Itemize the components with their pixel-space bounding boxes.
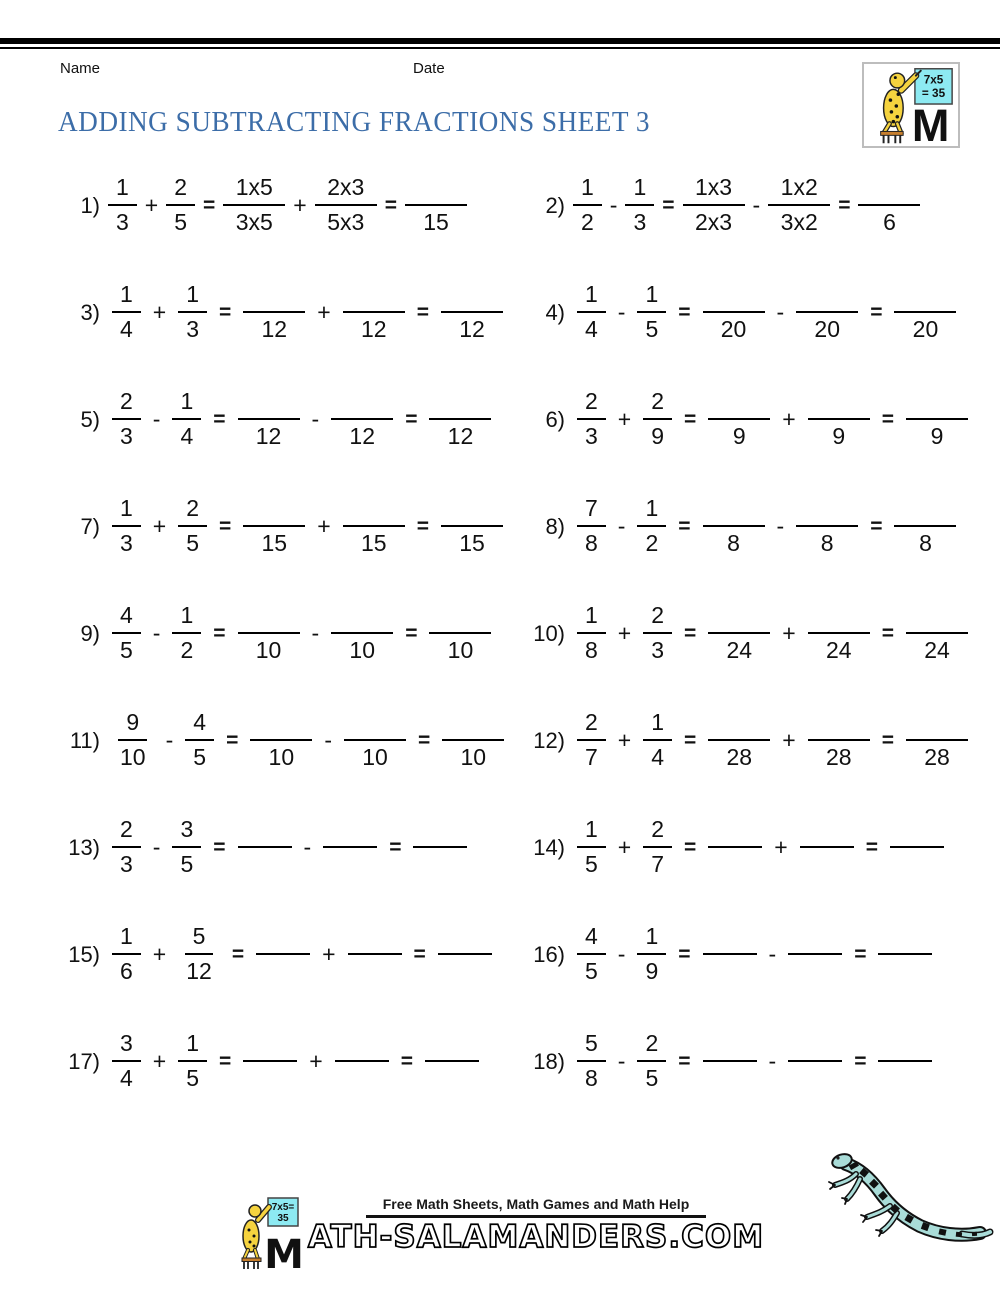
operator: - <box>776 513 785 539</box>
work-slot-1: 20 <box>703 279 765 347</box>
work-slot-2: $\frac{1x2}{3x2}$ <box>768 172 830 240</box>
name-label: Name <box>60 60 101 77</box>
operator: - <box>776 299 785 325</box>
operator: + <box>782 727 796 753</box>
problem-3 <box>60 279 525 347</box>
work-slot-1: $\frac{1x5}{3x5}$ <box>223 172 285 240</box>
work-slot-1 <box>243 1028 297 1096</box>
operator: - <box>311 620 320 646</box>
footer-board-text-top: 7x5= <box>271 1202 295 1213</box>
fraction-2: $\frac{1}{2}$ <box>637 493 666 561</box>
fraction-1: $\frac{5}{8}$ <box>577 1028 606 1096</box>
answer-slot <box>425 1028 479 1096</box>
problem-16 <box>525 921 970 989</box>
date-label: Date <box>413 60 445 77</box>
fraction-2: $\frac{4}{5}$ <box>185 707 214 775</box>
problem-number: 10) <box>533 620 565 646</box>
fraction-1: $\frac{2}{3}$ <box>112 386 141 454</box>
work-slot-1: 10 <box>238 600 300 668</box>
equals-sign: = <box>870 514 883 538</box>
work-slot-2: 28 <box>808 707 870 775</box>
work-slot-1: 15 <box>243 493 305 561</box>
fraction-2: $\frac{2}{7}$ <box>643 814 672 882</box>
operator: - <box>152 620 161 646</box>
footer-mascot-stool <box>242 1258 261 1262</box>
fraction-1: $\frac{1}{3}$ <box>108 172 137 240</box>
problem-number: 7) <box>80 513 100 539</box>
work-slot-1: 9 <box>708 386 770 454</box>
answer-slot: 10 <box>429 600 491 668</box>
work-slot-1: 28 <box>708 707 770 775</box>
fraction-2: $\frac{2}{5}$ <box>178 493 207 561</box>
footer-text-block <box>308 1196 764 1255</box>
equals-sign: = <box>881 407 894 431</box>
fraction-2: $\frac{2}{5}$ <box>637 1028 666 1096</box>
work-slot-1 <box>703 921 757 989</box>
equals-sign: = <box>416 514 429 538</box>
equals-sign: = <box>684 835 697 859</box>
operator: + <box>152 299 167 325</box>
operator: - <box>609 192 618 218</box>
salamander-eye <box>836 1156 839 1159</box>
equals-sign: = <box>684 407 697 431</box>
problem-number: 16) <box>533 941 565 967</box>
equals-sign: = <box>213 835 226 859</box>
fraction-2: $\frac{1}{4}$ <box>172 386 201 454</box>
fraction-1: $\frac{2}{7}$ <box>577 707 606 775</box>
equals-sign: = <box>865 835 878 859</box>
answer-slot: 10 <box>442 707 504 775</box>
fraction-1: $\frac{1}{5}$ <box>577 814 606 882</box>
problem-15 <box>60 921 525 989</box>
top-divider-line <box>0 47 1000 49</box>
fraction-1: $\frac{7}{8}$ <box>577 493 606 561</box>
work-slot-2 <box>788 921 842 989</box>
equals-sign: = <box>854 1049 867 1073</box>
work-slot-1: 12 <box>238 386 300 454</box>
equals-sign: = <box>678 300 691 324</box>
answer-slot: 15 <box>441 493 503 561</box>
problem-14 <box>525 814 970 882</box>
answer-slot <box>890 814 944 882</box>
problem-number: 2) <box>545 192 565 218</box>
problem-1 <box>60 172 525 240</box>
fraction-2: $\frac{2}{9}$ <box>643 386 672 454</box>
work-slot-1: 10 <box>250 707 312 775</box>
problem-number: 6) <box>545 406 565 432</box>
operator: + <box>617 406 632 432</box>
answer-slot: 12 <box>441 279 503 347</box>
salamander-legs <box>829 1174 897 1236</box>
problem-number: 4) <box>545 299 565 325</box>
operator: - <box>152 406 161 432</box>
problem-number: 9) <box>80 620 100 646</box>
operator: - <box>303 834 312 860</box>
problem-number: 5) <box>80 406 100 432</box>
operator: + <box>774 834 788 860</box>
mascot-logo-graphic <box>864 64 958 146</box>
equals-sign: = <box>413 942 426 966</box>
footer-rule <box>366 1215 706 1218</box>
fraction-2: $\frac{1}{9}$ <box>637 921 666 989</box>
logo-m-letter: M <box>911 100 950 146</box>
operator: - <box>311 406 320 432</box>
problem-17 <box>60 1028 525 1096</box>
equals-sign: = <box>838 193 851 217</box>
site-name <box>308 1219 764 1255</box>
problem-7 <box>60 493 525 561</box>
operator: - <box>617 941 626 967</box>
answer-slot <box>438 921 492 989</box>
equals-sign: = <box>405 407 418 431</box>
equals-sign: = <box>678 1049 691 1073</box>
fraction-2: $\frac{1}{3}$ <box>625 172 654 240</box>
operator: + <box>317 513 331 539</box>
operator: + <box>309 1048 323 1074</box>
equals-sign: = <box>881 621 894 645</box>
problem-number: 17) <box>68 1048 100 1074</box>
equals-sign: = <box>678 514 691 538</box>
problem-number: 13) <box>68 834 100 860</box>
problem-number: 15) <box>68 941 100 967</box>
footer-logo-m: M <box>263 1232 304 1272</box>
equals-sign: = <box>418 728 431 752</box>
fraction-1: $\frac{1}{4}$ <box>112 279 141 347</box>
problem-6 <box>525 386 970 454</box>
equals-sign: = <box>203 193 216 217</box>
operator: + <box>293 192 307 218</box>
equals-sign: = <box>870 300 883 324</box>
problem-11 <box>60 707 525 775</box>
work-slot-1: 8 <box>703 493 765 561</box>
operator: - <box>752 192 761 218</box>
work-slot-2: 10 <box>331 600 393 668</box>
fraction-2: $\frac{1}{4}$ <box>643 707 672 775</box>
work-slot-2 <box>800 814 854 882</box>
equals-sign: = <box>881 728 894 752</box>
work-slot-1 <box>238 814 292 882</box>
site-name-text: ATH-SALAMANDERS.COM <box>307 1219 765 1255</box>
operator: + <box>782 620 796 646</box>
answer-slot: 28 <box>906 707 968 775</box>
answer-slot: 6 <box>858 172 920 240</box>
fraction-1: $\frac{9}{10}$ <box>120 708 146 770</box>
problems-grid <box>60 152 970 1115</box>
operator: - <box>768 941 777 967</box>
work-slot-2: 15 <box>343 493 405 561</box>
operator: + <box>322 941 336 967</box>
problem-number: 3) <box>80 299 100 325</box>
work-slot-1 <box>703 1028 757 1096</box>
operator: + <box>152 941 167 967</box>
equals-sign: = <box>684 621 697 645</box>
fraction-2: $\frac{1}{5}$ <box>637 279 666 347</box>
fraction-1: $\frac{1}{2}$ <box>573 172 602 240</box>
top-divider-bar <box>0 38 1000 44</box>
mascot-stool <box>881 131 904 135</box>
equals-sign: = <box>384 193 397 217</box>
equals-sign: = <box>405 621 418 645</box>
work-slot-2 <box>323 814 377 882</box>
equals-sign: = <box>416 300 429 324</box>
work-slot-1 <box>708 814 762 882</box>
fraction-2: $\frac{3}{5}$ <box>172 814 201 882</box>
fraction-1: $\frac{1}{8}$ <box>577 600 606 668</box>
equals-sign: = <box>219 300 232 324</box>
operator: + <box>152 1048 167 1074</box>
work-slot-2: 24 <box>808 600 870 668</box>
equals-sign: = <box>226 728 239 752</box>
mascot-logo <box>862 62 960 148</box>
problem-13 <box>60 814 525 882</box>
equals-sign: = <box>854 942 867 966</box>
equals-sign: = <box>213 621 226 645</box>
worksheet-title: ADDING SUBTRACTING FRACTIONS SHEET 3 <box>58 106 650 138</box>
fraction-2: $\frac{2}{5}$ <box>166 172 195 240</box>
operator: + <box>617 727 632 753</box>
work-slot-2 <box>335 1028 389 1096</box>
problem-number: 8) <box>545 513 565 539</box>
operator: - <box>768 1048 777 1074</box>
answer-slot: 24 <box>906 600 968 668</box>
fraction-2: $\frac{1}{5}$ <box>178 1028 207 1096</box>
fraction-1: $\frac{1}{4}$ <box>577 279 606 347</box>
answer-slot <box>413 814 467 882</box>
operator: + <box>782 406 796 432</box>
equals-sign: = <box>678 942 691 966</box>
work-slot-2: 8 <box>796 493 858 561</box>
work-slot-1: 24 <box>708 600 770 668</box>
equals-sign: = <box>213 407 226 431</box>
fraction-1: $\frac{2}{3}$ <box>577 386 606 454</box>
problem-2 <box>525 172 970 240</box>
fraction-1: $\frac{1}{6}$ <box>112 921 141 989</box>
operator: + <box>144 192 159 218</box>
equals-sign: = <box>231 942 245 966</box>
work-slot-2 <box>348 921 402 989</box>
problem-9 <box>60 600 525 668</box>
equals-sign: = <box>219 514 232 538</box>
fraction-1: $\frac{2}{3}$ <box>112 814 141 882</box>
answer-slot: 9 <box>906 386 968 454</box>
footer-board-text-bottom: 35 <box>277 1213 289 1224</box>
work-slot-2: 20 <box>796 279 858 347</box>
fraction-2: $\frac{1}{3}$ <box>178 279 207 347</box>
equals-sign: = <box>389 835 402 859</box>
work-slot-2: 10 <box>344 707 406 775</box>
problem-number: 1) <box>80 192 100 218</box>
operator: - <box>617 299 626 325</box>
equals-sign: = <box>400 1049 413 1073</box>
logo-board-text-top: 7x5 <box>923 73 944 87</box>
operator: - <box>617 513 626 539</box>
fraction-2: $\frac{5}{12}$ <box>186 922 212 984</box>
problem-10 <box>525 600 970 668</box>
work-slot-2: 12 <box>343 279 405 347</box>
work-slot-2 <box>788 1028 842 1096</box>
problem-4 <box>525 279 970 347</box>
problem-number: 18) <box>533 1048 565 1074</box>
work-slot-1: $\frac{1x3}{2x3}$ <box>683 172 745 240</box>
fraction-2: $\frac{1}{2}$ <box>172 600 201 668</box>
answer-slot: 8 <box>894 493 956 561</box>
work-slot-2: 9 <box>808 386 870 454</box>
fraction-1: $\frac{1}{3}$ <box>112 493 141 561</box>
operator: - <box>324 727 332 753</box>
work-slot-1: 12 <box>243 279 305 347</box>
problem-8 <box>525 493 970 561</box>
work-slot-2: $\frac{2x3}{5x3}$ <box>315 172 377 240</box>
problem-5 <box>60 386 525 454</box>
footer-tagline: Free Math Sheets, Math Games and Math Help <box>382 1196 690 1212</box>
operator: + <box>152 513 167 539</box>
answer-slot: 12 <box>429 386 491 454</box>
problem-18 <box>525 1028 970 1096</box>
answer-slot <box>878 1028 932 1096</box>
equals-sign: = <box>662 193 675 217</box>
salamander-image <box>812 1148 997 1246</box>
answer-slot <box>878 921 932 989</box>
footer-logo <box>236 1196 306 1272</box>
work-slot-1 <box>256 921 310 989</box>
fraction-1: $\frac{4}{5}$ <box>112 600 141 668</box>
work-slot-2: 12 <box>331 386 393 454</box>
answer-slot: 20 <box>894 279 956 347</box>
operator: - <box>165 727 174 753</box>
fraction-1: $\frac{3}{4}$ <box>112 1028 141 1096</box>
equals-sign: = <box>684 728 697 752</box>
operator: - <box>617 1048 626 1074</box>
problem-number: 12) <box>533 727 565 753</box>
problem-12 <box>525 707 970 775</box>
operator: - <box>152 834 161 860</box>
operator: + <box>317 299 331 325</box>
problem-number: 14) <box>533 834 565 860</box>
operator: + <box>617 834 632 860</box>
fraction-2: $\frac{2}{3}$ <box>643 600 672 668</box>
fraction-1: $\frac{4}{5}$ <box>577 921 606 989</box>
logo-board-text-bottom: = 35 <box>921 87 946 101</box>
answer-slot: 15 <box>405 172 467 240</box>
problem-number: 11) <box>69 727 100 753</box>
operator: + <box>617 620 632 646</box>
equals-sign: = <box>219 1049 232 1073</box>
